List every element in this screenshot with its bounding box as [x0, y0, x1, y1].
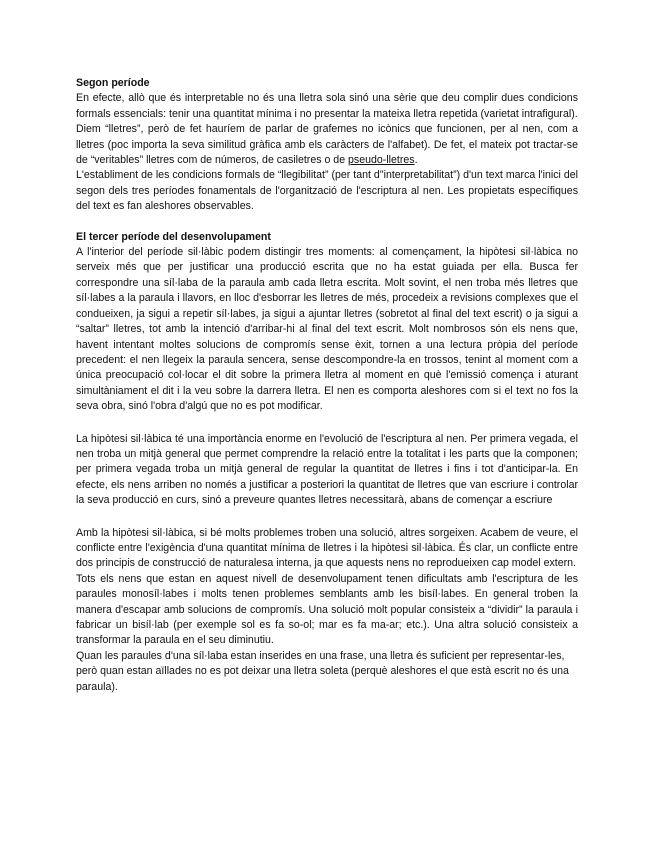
paragraph: En efecte, allò que és interpretable no és una lletra sola sinó una sèrie que deu complir dues condicions formals essencials: tenir una quantitat mínima i no presentar la mateixa lletra repetida (varietat intrafigural). — [76, 92, 578, 120]
document-page — [76, 76, 578, 695]
paragraph-text: . — [414, 154, 418, 167]
paragraph-text: Diem “lletres”, però de fet hauríem de parlar de grafemes no icònics que funcionen, per al nen, com a lletres (poc importa la seva similitud gràfica amb els caràcters de l'alfabet). De fet, el mateix pot tractar-se de “veritables” lletres com de números, de casiletres o de — [76, 123, 578, 167]
paragraph: Quan les paraules d'una síl·laba estan inserides en una frase, una lletra és suficient per representar-les, però quan estan aïllades no es pot deixar una lletra soleta (perquè aleshores el que està escrit no és una paraula). — [76, 649, 569, 693]
paragraph: A l'interior del període sil·làbic podem distingir tres moments: al començament, la hipòtesi sil·làbica no serveix més que per justificar una producció escrita que no ha estat guiada per ella. Busca fer correspondre una síl·laba de la paraula amb cada lletra escrita. Molt sovint, el nen troba més lletres que síl·labes a la paraula i llavors, en lloc d'esborrar les lletres de més, procedeix a revisions complexes que el condueixen, ja sigui a repetir síl·labes, ja sigui a ajuntar lletres (sobretot al final del text escrit) o ja sigui a “saltar” lletres, tot amb la intenció d'arribar-hi al final del text escrit. Molt nombrosos són els nens que, havent intentant moltes solucions de compromís sense èxit, tornen a una lectura pròpia del període precedent: el nen llegeix la paraula sencera, sense descompondre-la en trossos, tenint al moment com a única preocupació col·locar el dit sobre la primera lletra al moment en què l'emissió comença i aturant simultàniament el dit i la veu sobre la darrera lletra. El nen es comporta aleshores com si el text no fos la seva obra, sinó l'obra d'algú que no es pot modificar. — [76, 246, 578, 413]
paragraph: Tots els nens que estan en aquest nivell de desenvolupament tenen dificultats amb l'escriptura de les paraules monosíl·labes i molts tenen problemes semblants amb les bisíl·labes. En general troben la manera d'escapar amb solucions de compromís. Una solució molt popular consisteix a “dividir” la paraula i fabricar un bisíl·lab (per exemple sol es fa so-ol; mar es fa ma-ar; etc.). Una altra solució consisteix a transformar la paraula en el seu diminutiu. — [76, 572, 578, 647]
pseudo-lletres-link[interactable]: pseudo-lletres — [348, 154, 415, 167]
paragraph: L'establiment de les condicions formals de “llegibilitat” (per tant d"interpretabilitat”) d'un text marca l'inici del segon dels tres períodes fonamentals de l'organització de l'escriptura al nen. Les propietats específiques del text es fan aleshores observables. — [76, 169, 578, 213]
paragraph: La hipòtesi sil·làbica té una importància enorme en l'evolució de l'escriptura al nen. Per primera vegada, el nen troba un mitjà general que permet comprendre la relació entre la totalitat i les parts que la componen; per primera vegada troba un mitjà general de regular la quantitat de lletres i fins i tot d'anticipar-la. En efecte, els nens arriben no només a justificar a posteriori la quantitat de lletres que van escriure i controlar la seva producció en curs, sinó a preveure quantes lletres necessitarà, abans de començar a escriure — [76, 432, 578, 507]
paragraph: Amb la hipòtesi sil·làbica, si bé molts problemes troben una solució, altres sorgeixen. Acabem de veure, el conflicte entre l'exigència d'una quantitat mínima de lletres i la hipòtesi sil·làbica. És clar, un conflicte entre dos principis de construcció de naturalesa interna, ja que aquests nens no reprodueixen cap model extern. — [76, 526, 578, 570]
paragraph — [76, 122, 578, 168]
section-heading-segon-periode: Segon període — [76, 77, 150, 89]
section-heading-tercer-periode: El tercer període del desenvolupament — [76, 230, 271, 243]
